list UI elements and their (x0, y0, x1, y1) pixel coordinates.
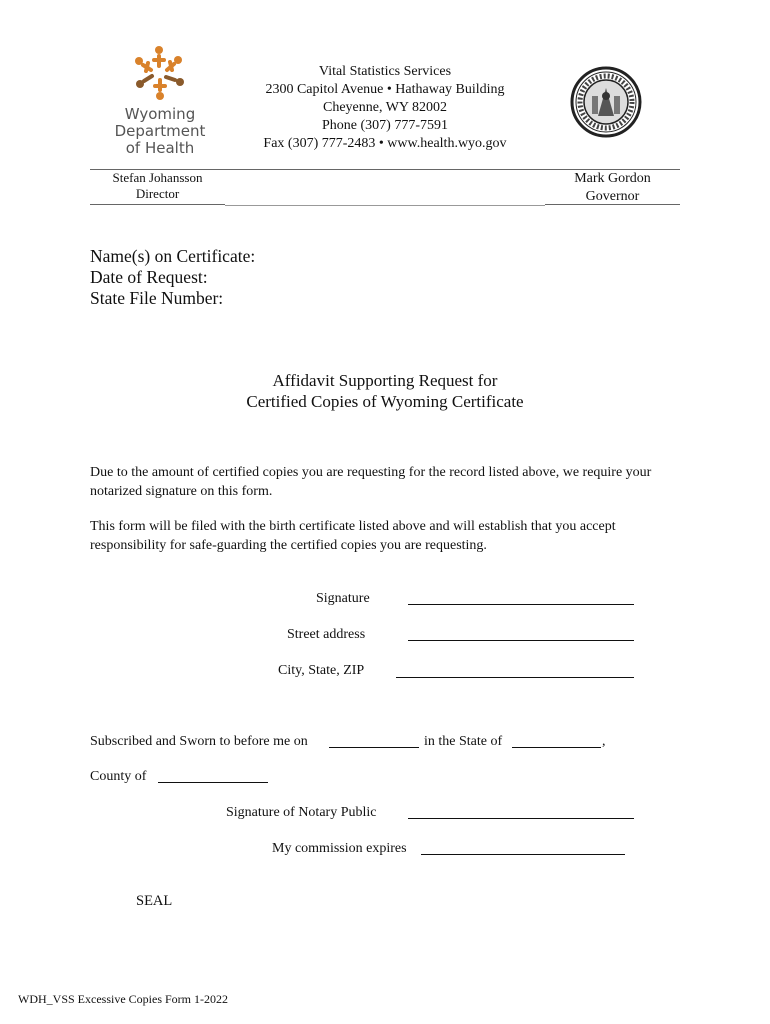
notarization-paragraph: Due to the amount of certified copies you are requesting for the record listed above, we require your notarized signature on this form. (90, 465, 652, 499)
sworn-middle: in the State of (424, 734, 503, 749)
title-line-2: Certified Copies of Wyoming Certificate (246, 392, 524, 411)
governor-name: Mark Gordon (574, 171, 651, 186)
state-seal-icon (570, 66, 642, 138)
address-line-3: Cheyenne, WY 82002 (322, 100, 448, 115)
signature-label: Signature (316, 591, 370, 606)
sworn-prefix: Subscribed and Sworn to before me on (90, 734, 308, 749)
director-rule (90, 204, 225, 205)
responsibility-paragraph: This form will be filed with the birth certificate listed above and will establish that you accept responsibility for safe-guarding the certified copies you are requesting. (90, 519, 616, 553)
logo-line-1: Wyoming (124, 105, 196, 123)
notary-signature-label: Signature of Notary Public (226, 805, 377, 820)
wdh-people-icon (130, 44, 188, 102)
signature-line[interactable] (408, 604, 634, 605)
county-label: County of (90, 769, 147, 784)
director-block (90, 170, 225, 202)
sworn-state-line[interactable] (512, 747, 601, 748)
sworn-suffix: , (602, 734, 606, 749)
county-line[interactable] (158, 782, 268, 783)
form-id-footer: WDH_VSS Excessive Copies Form 1-2022 (18, 992, 228, 1006)
document-title (150, 370, 620, 412)
city-state-zip-label: City, State, ZIP (278, 663, 365, 678)
street-address-line[interactable] (408, 640, 634, 641)
title-line-1: Affidavit Supporting Request for (272, 371, 498, 390)
address-line-4: Phone (307) 777-7591 (322, 118, 448, 133)
director-name: Stefan Johansson (112, 170, 203, 185)
logo-line-3: of Health (125, 139, 195, 157)
logo-line-2: Department (114, 122, 206, 140)
state-file-number-label: State File Number: (90, 288, 224, 308)
seal-label: SEAL (136, 893, 173, 909)
governor-title: Governor (585, 189, 640, 204)
notary-signature-line[interactable] (408, 818, 634, 819)
commission-expires-label: My commission expires (272, 841, 407, 856)
address-line-5: Fax (307) 777-2483 • www.health.wyo.gov (263, 136, 507, 151)
address-line-1: Vital Statistics Services (318, 64, 452, 79)
city-state-zip-line[interactable] (396, 677, 634, 678)
date-of-request-label: Date of Request: (90, 267, 208, 287)
names-on-certificate-label: Name(s) on Certificate: (90, 246, 256, 266)
commission-expires-line[interactable] (421, 854, 625, 855)
logo-wordmark (112, 106, 208, 157)
governor-rule (545, 204, 680, 205)
address-line-2: 2300 Capitol Avenue • Hathaway Building (265, 82, 505, 97)
middle-rule (225, 205, 545, 206)
director-title: Director (135, 186, 180, 201)
sworn-date-line[interactable] (329, 747, 419, 748)
street-address-label: Street address (287, 627, 366, 642)
governor-block (545, 170, 680, 206)
agency-address (230, 63, 540, 153)
certificate-fields (90, 246, 255, 309)
